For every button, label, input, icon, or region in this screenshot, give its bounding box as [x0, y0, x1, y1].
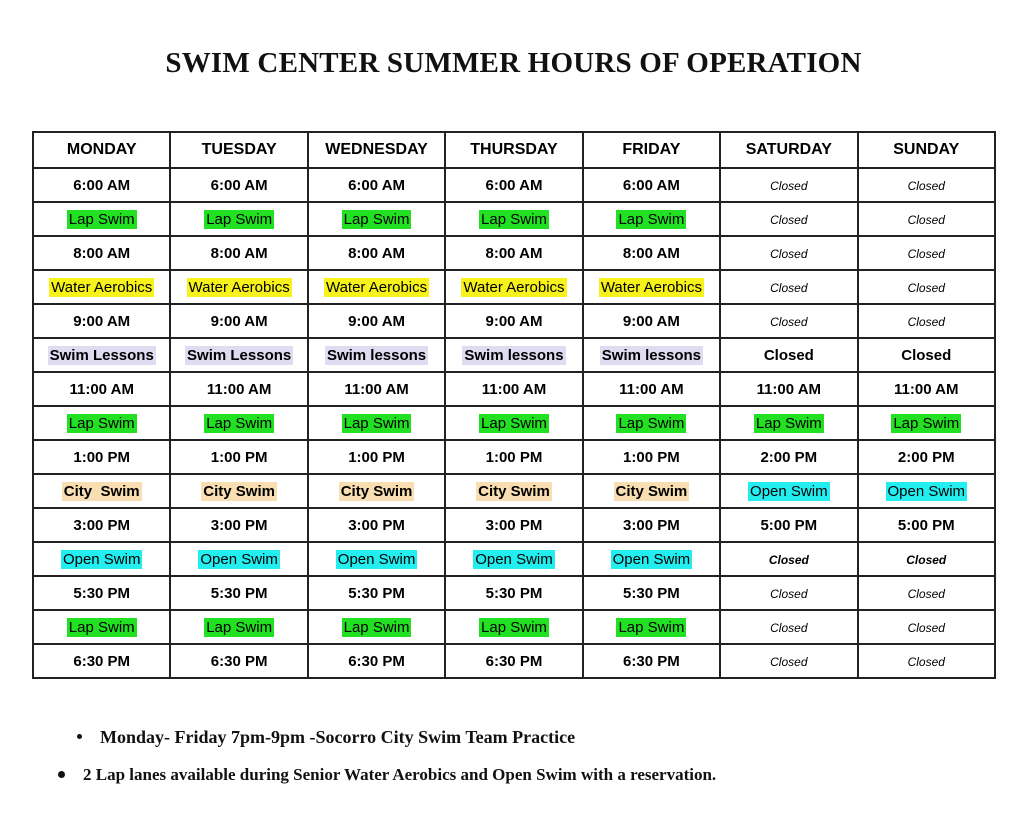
- schedule-cell: [33, 270, 170, 304]
- schedule-cell: [170, 508, 307, 542]
- schedule-table: [32, 131, 996, 679]
- schedule-cell: [445, 202, 582, 236]
- schedule-cell: [308, 304, 445, 338]
- time-label: 8:00 AM: [622, 244, 680, 262]
- closed-label: Closed: [770, 314, 808, 329]
- schedule-cell: [170, 474, 307, 508]
- closed-label: Closed: [907, 620, 945, 635]
- bullet-icon: [58, 771, 65, 778]
- day-header: WEDNESDAY: [308, 132, 445, 168]
- city-swim-label: City Swim: [615, 482, 688, 500]
- time-label: 6:00 AM: [485, 176, 543, 194]
- water-aerobics-label: Water Aerobics: [325, 278, 428, 296]
- closed-label: Closed: [907, 586, 945, 601]
- closed-label: Closed: [907, 314, 945, 329]
- schedule-cell: [858, 474, 995, 508]
- time-label: 5:30 PM: [348, 584, 405, 602]
- schedule-cell: [308, 270, 445, 304]
- schedule-cell: [445, 644, 582, 678]
- water-aerobics-label: Water Aerobics: [51, 278, 153, 296]
- schedule-cell: [308, 474, 445, 508]
- schedule-cell: [720, 338, 857, 372]
- schedule-cell: [445, 304, 582, 338]
- time-label: 9:00 AM: [73, 312, 131, 330]
- schedule-cell: [33, 372, 170, 406]
- lap-swim-label: Lap Swim: [206, 210, 273, 228]
- schedule-cell: [33, 474, 170, 508]
- lap-swim-label: Lap Swim: [755, 414, 822, 432]
- schedule-cell: [720, 440, 857, 474]
- day-header: THURSDAY: [445, 132, 582, 168]
- lap-swim-label: Lap Swim: [618, 414, 685, 432]
- closed-label: Closed: [907, 280, 945, 295]
- schedule-cell: [720, 508, 857, 542]
- schedule-cell: [858, 202, 995, 236]
- schedule-cell: [170, 304, 307, 338]
- schedule-cell: [858, 576, 995, 610]
- schedule-row: [33, 440, 995, 474]
- time-label: 8:00 AM: [73, 244, 131, 262]
- swim-lessons-label: Swim Lessons: [49, 346, 154, 364]
- schedule-cell: [858, 338, 995, 372]
- day-header: MONDAY: [33, 132, 170, 168]
- time-label: 11:00 AM: [206, 380, 272, 398]
- schedule-cell: [445, 372, 582, 406]
- schedule-cell: [445, 610, 582, 644]
- schedule-cell: [308, 542, 445, 576]
- schedule-cell: [720, 406, 857, 440]
- time-label: 9:00 AM: [210, 312, 268, 330]
- schedule-cell: [583, 474, 720, 508]
- schedule-row: [33, 610, 995, 644]
- closed-label: Closed: [770, 178, 808, 193]
- open-swim-label: Open Swim: [475, 550, 553, 568]
- lap-swim-label: Lap Swim: [206, 618, 273, 636]
- schedule-cell: [858, 644, 995, 678]
- lap-swim-label: Lap Swim: [481, 618, 547, 636]
- schedule-cell: [720, 542, 857, 576]
- time-label: 6:00 AM: [622, 176, 680, 194]
- lap-swim-label: Lap Swim: [206, 414, 273, 432]
- schedule-cell: [308, 644, 445, 678]
- open-swim-label: Open Swim: [750, 482, 828, 500]
- swim-lessons-label: Swim lessons: [601, 346, 701, 364]
- time-label: 11:00 AM: [69, 380, 134, 398]
- schedule-cell: [720, 202, 857, 236]
- schedule-cell: [308, 202, 445, 236]
- open-swim-label: Open Swim: [200, 550, 278, 568]
- note-text: Monday- Friday 7pm-9pm -Socorro City Swim Team Practice: [100, 727, 576, 747]
- schedule-cell: [33, 236, 170, 270]
- schedule-cell: [170, 406, 307, 440]
- schedule-cell: [583, 236, 720, 270]
- time-label: 1:00 PM: [348, 448, 405, 466]
- closed-label: Closed: [768, 552, 809, 567]
- schedule-row: [33, 202, 995, 236]
- schedule-cell: [583, 576, 720, 610]
- schedule-cell: [308, 372, 445, 406]
- schedule-row: [33, 236, 995, 270]
- swim-lessons-label: Swim lessons: [326, 346, 427, 364]
- schedule-cell: [583, 304, 720, 338]
- schedule-cell: [583, 372, 720, 406]
- closed-label: Closed: [907, 212, 945, 227]
- time-label: 9:00 AM: [485, 312, 543, 330]
- schedule-cell: [170, 270, 307, 304]
- schedule-cell: [308, 236, 445, 270]
- schedule-cell: [170, 610, 307, 644]
- schedule-cell: [858, 168, 995, 202]
- schedule-cell: [170, 440, 307, 474]
- lap-swim-label: Lap Swim: [68, 210, 135, 228]
- time-label: 5:00 PM: [760, 516, 818, 534]
- schedule-cell: [583, 610, 720, 644]
- schedule-cell: [445, 236, 582, 270]
- time-label: 5:30 PM: [73, 584, 131, 602]
- open-swim-label: Open Swim: [337, 550, 416, 568]
- day-header: FRIDAY: [583, 132, 720, 168]
- schedule-cell: [583, 270, 720, 304]
- time-label: 6:30 PM: [485, 652, 543, 670]
- schedule-cell: [583, 440, 720, 474]
- time-label: 1:00 PM: [73, 448, 131, 466]
- schedule-cell: [583, 338, 720, 372]
- schedule-cell: [33, 576, 170, 610]
- bullet-icon: [77, 734, 82, 739]
- time-label: 6:00 AM: [210, 176, 268, 194]
- schedule-row: [33, 270, 995, 304]
- time-label: 11:00 AM: [619, 380, 684, 398]
- schedule-cell: [583, 508, 720, 542]
- closed-label: Closed: [770, 212, 808, 227]
- time-label: 11:00 AM: [481, 380, 547, 398]
- schedule-cell: [33, 542, 170, 576]
- schedule-cell: [33, 338, 170, 372]
- time-label: 9:00 AM: [622, 312, 680, 330]
- time-label: 8:00 AM: [348, 244, 406, 262]
- schedule-cell: [858, 440, 995, 474]
- closed-label: Closed: [901, 346, 952, 364]
- closed-label: Closed: [907, 178, 945, 193]
- time-label: 5:00 PM: [897, 516, 955, 534]
- lap-swim-label: Lap Swim: [481, 414, 547, 432]
- schedule-cell: [858, 610, 995, 644]
- time-label: 3:00 PM: [485, 516, 543, 534]
- city-swim-label: City Swim: [478, 482, 550, 500]
- schedule-cell: [445, 542, 582, 576]
- schedule-cell: [445, 338, 582, 372]
- schedule-cell: [308, 168, 445, 202]
- schedule-cell: [445, 508, 582, 542]
- schedule-cell: [445, 576, 582, 610]
- header-row: [33, 132, 995, 168]
- schedule-cell: [858, 304, 995, 338]
- schedule-cell: [170, 542, 307, 576]
- schedule-row: [33, 338, 995, 372]
- time-label: 2:00 PM: [760, 448, 818, 466]
- schedule-cell: [170, 644, 307, 678]
- swim-lessons-label: Swim lessons: [464, 346, 564, 364]
- lap-swim-label: Lap Swim: [68, 414, 135, 432]
- schedule-cell: [33, 168, 170, 202]
- schedule-cell: [445, 406, 582, 440]
- schedule-cell: [720, 576, 857, 610]
- schedule-row: [33, 372, 995, 406]
- lap-swim-label: Lap Swim: [343, 210, 410, 228]
- open-swim-label: Open Swim: [62, 550, 141, 568]
- schedule-cell: [445, 440, 582, 474]
- schedule-cell: [445, 270, 582, 304]
- closed-label: Closed: [763, 346, 814, 364]
- time-label: 11:00 AM: [344, 380, 409, 398]
- time-label: 6:00 AM: [348, 176, 406, 194]
- schedule-cell: [33, 610, 170, 644]
- page-title: SWIM CENTER SUMMER HOURS OF OPERATION: [165, 47, 862, 79]
- schedule-cell: [720, 236, 857, 270]
- time-label: 8:00 AM: [210, 244, 268, 262]
- time-label: 5:30 PM: [623, 584, 680, 602]
- time-label: 3:00 PM: [348, 516, 405, 534]
- open-swim-label: Open Swim: [887, 482, 966, 500]
- schedule-row: [33, 508, 995, 542]
- day-header: SUNDAY: [858, 132, 995, 168]
- schedule-cell: [858, 270, 995, 304]
- schedule-cell: [170, 236, 307, 270]
- time-label: 1:00 PM: [623, 448, 680, 466]
- time-label: 2:00 PM: [897, 448, 955, 466]
- lap-swim-label: Lap Swim: [68, 618, 135, 636]
- time-label: 6:30 PM: [623, 652, 680, 670]
- schedule-cell: [583, 644, 720, 678]
- schedule-cell: [720, 372, 857, 406]
- schedule-cell: [170, 372, 307, 406]
- time-label: 6:30 PM: [210, 652, 268, 670]
- time-label: 3:00 PM: [73, 516, 131, 534]
- schedule-row: [33, 576, 995, 610]
- lap-swim-label: Lap Swim: [343, 618, 410, 636]
- time-label: 6:30 PM: [73, 652, 131, 670]
- note-item: [58, 765, 716, 785]
- lap-swim-label: Lap Swim: [618, 618, 685, 636]
- schedule-cell: [445, 474, 582, 508]
- time-label: 1:00 PM: [210, 448, 268, 466]
- schedule-cell: [308, 338, 445, 372]
- schedule-cell: [33, 202, 170, 236]
- note-item: [77, 727, 575, 748]
- time-label: 9:00 AM: [348, 312, 406, 330]
- schedule-cell: [858, 372, 995, 406]
- schedule-row: [33, 474, 995, 508]
- closed-label: Closed: [907, 246, 945, 261]
- schedule-cell: [308, 406, 445, 440]
- time-label: 6:30 PM: [348, 652, 405, 670]
- schedule-cell: [858, 236, 995, 270]
- closed-label: Closed: [770, 620, 808, 635]
- closed-label: Closed: [906, 552, 947, 567]
- time-label: 5:30 PM: [485, 584, 543, 602]
- schedule-cell: [308, 576, 445, 610]
- schedule-cell: [170, 202, 307, 236]
- schedule-cell: [858, 542, 995, 576]
- open-swim-label: Open Swim: [612, 550, 691, 568]
- schedule-cell: [170, 338, 307, 372]
- time-label: 3:00 PM: [623, 516, 680, 534]
- lap-swim-label: Lap Swim: [893, 414, 960, 432]
- schedule-cell: [308, 508, 445, 542]
- time-label: 1:00 PM: [485, 448, 543, 466]
- schedule-cell: [445, 168, 582, 202]
- water-aerobics-label: Water Aerobics: [463, 278, 565, 296]
- time-label: 6:00 AM: [73, 176, 131, 194]
- schedule-cell: [308, 440, 445, 474]
- schedule-row: [33, 168, 995, 202]
- time-label: 11:00 AM: [894, 380, 959, 398]
- schedule-cell: [583, 542, 720, 576]
- schedule-cell: [33, 508, 170, 542]
- time-label: 8:00 AM: [485, 244, 543, 262]
- closed-label: Closed: [907, 654, 945, 669]
- time-label: 3:00 PM: [210, 516, 268, 534]
- schedule-cell: [720, 474, 857, 508]
- schedule-cell: [583, 202, 720, 236]
- schedule-row: [33, 406, 995, 440]
- schedule-cell: [308, 610, 445, 644]
- schedule-cell: [720, 168, 857, 202]
- schedule-row: [33, 304, 995, 338]
- schedule-cell: [720, 270, 857, 304]
- time-label: 5:30 PM: [210, 584, 268, 602]
- water-aerobics-label: Water Aerobics: [600, 278, 702, 296]
- schedule-cell: [170, 168, 307, 202]
- schedule-cell: [858, 406, 995, 440]
- swim-lessons-label: Swim Lessons: [187, 346, 292, 364]
- schedule-cell: [583, 406, 720, 440]
- schedule-cell: [720, 644, 857, 678]
- city-swim-label: City Swim: [203, 482, 275, 500]
- schedule-cell: [583, 168, 720, 202]
- schedule-cell: [858, 508, 995, 542]
- lap-swim-label: Lap Swim: [343, 414, 410, 432]
- schedule-cell: [33, 644, 170, 678]
- water-aerobics-label: Water Aerobics: [188, 278, 290, 296]
- closed-label: Closed: [770, 654, 808, 669]
- schedule-cell: [170, 576, 307, 610]
- lap-swim-label: Lap Swim: [481, 210, 547, 228]
- schedule-cell: [720, 610, 857, 644]
- city-swim-label: City Swim: [63, 482, 140, 500]
- closed-label: Closed: [770, 280, 808, 295]
- note-text: 2 Lap lanes available during Senior Water Aerobics and Open Swim with a reservation.: [83, 765, 717, 784]
- schedule-row: [33, 644, 995, 678]
- city-swim-label: City Swim: [340, 482, 413, 500]
- schedule-cell: [720, 304, 857, 338]
- schedule-cell: [33, 406, 170, 440]
- day-header: SATURDAY: [720, 132, 857, 168]
- lap-swim-label: Lap Swim: [618, 210, 685, 228]
- closed-label: Closed: [770, 246, 808, 261]
- time-label: 11:00 AM: [756, 380, 822, 398]
- closed-label: Closed: [770, 586, 808, 601]
- schedule-cell: [33, 440, 170, 474]
- schedule-row: [33, 542, 995, 576]
- day-header: TUESDAY: [170, 132, 307, 168]
- schedule-cell: [33, 304, 170, 338]
